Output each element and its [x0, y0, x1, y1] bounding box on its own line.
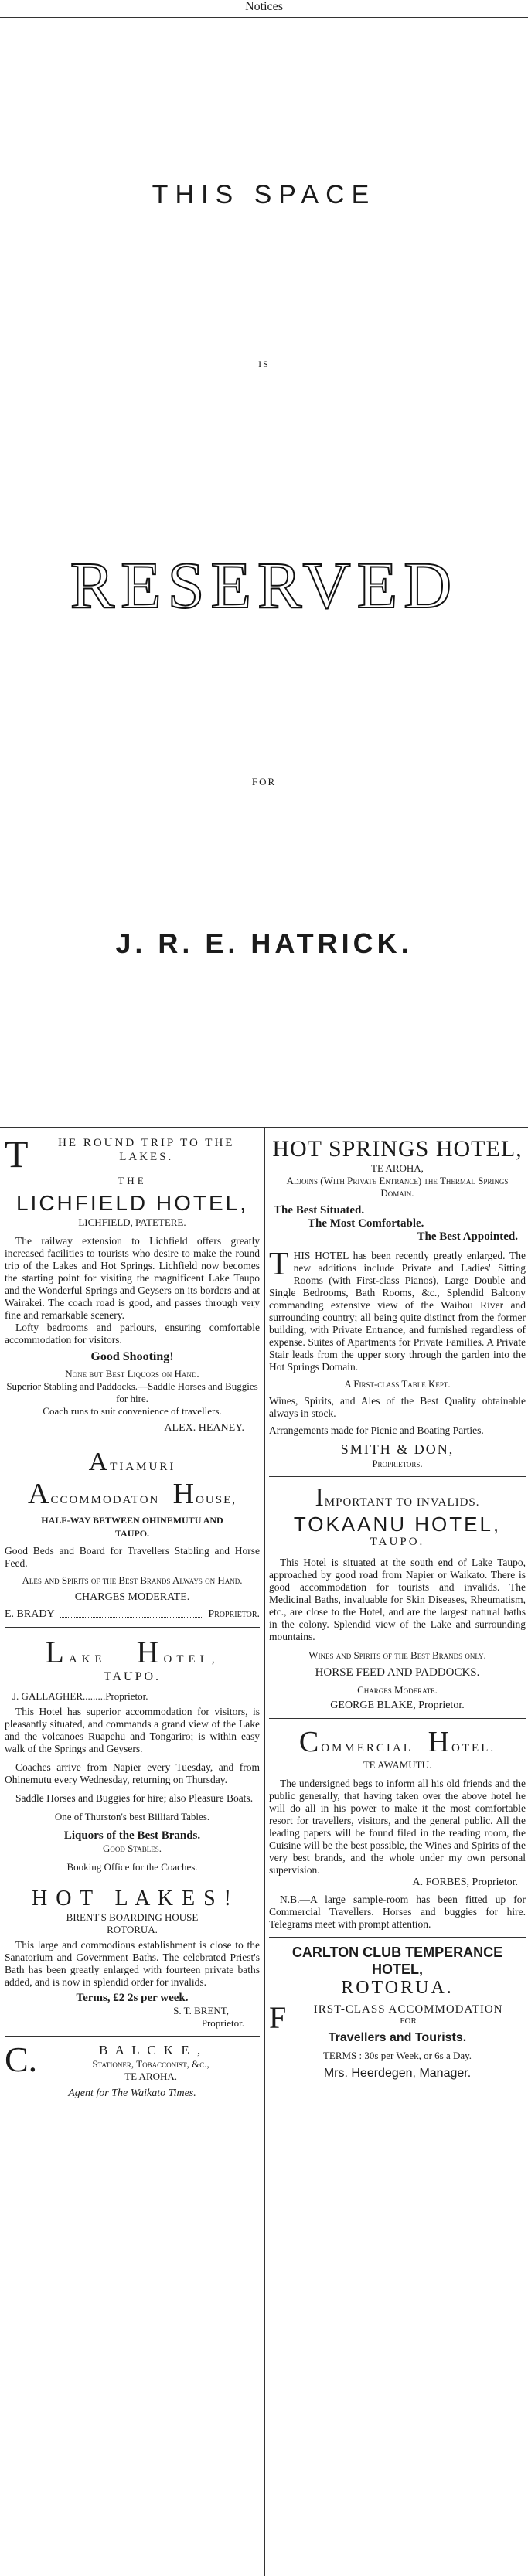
dropcap: H [428, 1726, 452, 1758]
dropcap: H [136, 1635, 164, 1669]
ad-shooting: Good Shooting! [90, 1350, 174, 1363]
ad-liquors: None but Best Liquors on Hand. [65, 1368, 199, 1380]
ad-proprietor: J. GALLAGHER.........Proprietor. [12, 1690, 148, 1702]
ad-balcke [5, 2043, 260, 2100]
hotel-name: CARLTON CLUB TEMPERANCE HOTEL, [291, 1945, 503, 1977]
ad-coaches: Coaches arrive from Napier every Tuesday, and from Ohinemutu every Wednesday, returning on Thursday. [5, 1761, 260, 1785]
ad-prop-name: E. BRADY [5, 1608, 55, 1620]
ad-line: Stationer, Tobacconist, &c., [92, 2058, 209, 2070]
ads-top-rule [0, 1127, 528, 1128]
ad-stables: Good Stables. [103, 1843, 162, 1854]
ad-prop-name: S. T. BRENT, [173, 2005, 229, 2016]
ad-title [269, 1725, 526, 1759]
ad-title-a [5, 1448, 260, 1477]
ad-title-text: MPORTANT TO INVALIDS. [324, 1496, 480, 1509]
ad-first: IRST-CLASS ACCOMMODATION [313, 2003, 503, 2016]
ad-atiamuri [5, 1448, 260, 1621]
ad-best-3: The Best Appointed. [417, 1230, 518, 1243]
ad-agent: Agent for The Waikato Times. [68, 2088, 196, 2099]
ad-booking: Booking Office for the Coaches. [66, 1861, 198, 1873]
ad-ales: Ales and Spirits of the Best Brands Always on Hand. [22, 1574, 243, 1586]
ad-body: The undersigned begs to inform all his old friends and the public generally, that having taken over the above hotel he will do all in his power to make it the most comfortable resort for travellers, visitors, and the general public. All the leading papers will be found filed in the reading room, the Cuisine will be the best possible, the Wines and Spirits of the very best brands, and the whole under my own personal supervision. [269, 1778, 526, 1876]
dropcap: T [5, 1136, 29, 1170]
reserved-line-4: FOR [251, 776, 277, 788]
ad-title [5, 1634, 260, 1670]
ad-body: HIS HOTEL has been recently greatly enlarged. The new additions include Private and Ladies' Sitting Rooms (with First-class Pianos), Large Double and Single Bedrooms, Bath Rooms, &c., Splendid Balcony commanding extensive view of the Waihou River and surrounding country; all being quite distinct from the former building, with Private Entrance, and furnished regardless of expense. Suites of Apartments for Private Families. A Private Stair leads from the upper story through the garden into the Hot Springs Domain. [269, 1250, 526, 1373]
ad-carlton-club [269, 1944, 526, 2081]
hotel-place: TE AROHA, [371, 1162, 424, 1174]
ad-place: TE AROHA. [124, 2071, 178, 2082]
hotel-place: ROTORUA. [341, 1978, 454, 1998]
ad-stabling: Superior Stabling and Paddocks.—Saddle Horses and Buggies for hire. [6, 1380, 258, 1404]
ad-hot-lakes [5, 1887, 260, 2030]
dropcap: C [298, 1726, 322, 1758]
ad-for: FOR [400, 2016, 417, 2026]
ad-title [269, 1483, 526, 1513]
ad-manager: Mrs. Heerdegen, Manager. [323, 2067, 472, 2080]
dropcap: F [269, 2003, 287, 2031]
ad-wines: Wines, Spirits, and Ales of the Best Quality obtainable always in stock. [269, 1395, 526, 1419]
ad-horse: HORSE FEED AND PADDOCKS. [315, 1666, 480, 1679]
ad-charges: CHARGES MODERATE. [74, 1591, 190, 1603]
ad-divider [269, 1476, 526, 1477]
ad-proprietor: ALEX. HEANEY. [164, 1422, 244, 1434]
hotel-place: TAUPO. [370, 1536, 425, 1548]
left-column [5, 1136, 260, 2106]
dropcap: H [172, 1478, 196, 1510]
dropcap: A [28, 1478, 51, 1510]
ad-proprietor: GEORGE BLAKE, Proprietor. [330, 1700, 465, 1711]
reserved-line-1: THIS SPACE [152, 180, 376, 209]
ad-intro: HE ROUND TRIP TO THE LAKES. [58, 1137, 235, 1163]
hotel-name: TOKAANU HOTEL, [293, 1513, 502, 1536]
ad-divider [269, 1937, 526, 1938]
ad-coach: Coach runs to suit convenience of travellers. [43, 1405, 222, 1417]
ad-props-title: Proprietors. [372, 1458, 423, 1469]
hotel-name: HOT SPRINGS HOTEL, [272, 1136, 523, 1162]
ad-body: This Hotel has superior accommodation for visitors, is pleasantly situated, and commands a grand view of the Lake and the volcanoes Ruapehu and Tongariro; is within easy walk of the Springs and Geysers. [5, 1706, 260, 1754]
ad-charges: Charges Moderate. [357, 1684, 438, 1696]
ad-nb: N.B.—A large sample-room has been fitted up for Commercial Travellers. Horses and buggies for hire. Telegrams meet with prompt attention. [269, 1894, 526, 1930]
reserved-line-3: RESERVED [70, 548, 458, 622]
ad-best-1: The Best Situated. [274, 1204, 365, 1217]
dropcap: I [315, 1483, 325, 1512]
ad-title-b: OTEL. [451, 1742, 496, 1754]
right-column [269, 1136, 526, 2087]
ad-prop-title: Proprietor. [201, 2017, 244, 2029]
ad-divider [5, 1627, 260, 1628]
ad-props: SMITH & DON, [340, 1441, 455, 1457]
ad-terms: TERMS : 30s per Week, or 6s a Day. [322, 2050, 472, 2061]
ad-title-c-text: OUSE, [196, 1494, 237, 1506]
ad-title-b: OTEL, [163, 1653, 220, 1666]
ad-best-2: The Most Comfortable. [308, 1217, 424, 1230]
ad-prop-title: Proprietor. [208, 1608, 260, 1620]
dropcap: T [269, 1247, 289, 1282]
hotel-place: LICHFIELD, PATETERE. [78, 1217, 186, 1228]
ad-tokaanu-hotel [269, 1483, 526, 1712]
section-header: Notices [245, 0, 283, 13]
ad-wines: Wines and Spirits of the Best Brands only. [308, 1649, 486, 1661]
hotel-place: TE AWAMUTU. [363, 1759, 432, 1771]
ad-body: The railway extension to Lichfield offers greatly increased facilities to tourists who desire to make the round trip of the Lakes and Hot Springs. Lichfield now becomes the starting point for visiting the magnificent Lake Taupo and the Wonderful Springs and Geysers on its borders and at Wairakei. The coach road is good, and passes through very fine and remarkable scenery. [5, 1235, 260, 1321]
ad-title-b-text: CCOMMODATON [50, 1494, 160, 1506]
ad-lake-hotel [5, 1634, 260, 1873]
ad-proprietor: A. FORBES, Proprietor. [412, 1877, 518, 1888]
ad-picnic: Arrangements made for Picnic and Boating Parties. [269, 1424, 484, 1436]
ad-title-b [5, 1477, 260, 1511]
ad-commercial-hotel [269, 1725, 526, 1931]
ad-sub: HALF-WAY BETWEEN OHINEMUTU AND TAUPO. [41, 1515, 223, 1539]
ad-place: ROTORUA. [107, 1924, 158, 1935]
ad-the: THE [118, 1175, 147, 1186]
ad-title-a-text: TIAMURI [110, 1461, 176, 1473]
ad-lichfield-hotel [5, 1136, 260, 1434]
ad-saddle: Saddle Horses and Buggies for hire; also Pleasure Boats. [15, 1792, 254, 1804]
ad-billiard: One of Thurston's best Billiard Tables. [54, 1811, 210, 1822]
ad-title: H O T L A K E S ! [32, 1887, 233, 1911]
reserved-line-5: J. R. E. HATRICK. [115, 927, 413, 959]
dropcap: L [45, 1635, 69, 1669]
reserved-line-2: IS [258, 359, 270, 369]
hotel-place: TAUPO. [103, 1670, 162, 1683]
ad-table: A First-class Table Kept. [344, 1378, 451, 1390]
ad-liquors: Liquors of the Best Brands. [63, 1829, 201, 1842]
ad-beds: Good Beds and Board for Travellers Stabling and Horse Feed. [5, 1545, 260, 1569]
column-divider [264, 1128, 265, 2576]
ad-prop-row [5, 1608, 260, 1621]
ad-name: BRENT'S BOARDING HOUSE [66, 1911, 199, 1923]
ad-title-a: OMMERCIAL [321, 1742, 413, 1754]
ad-rooms: Lofty bedrooms and parlours, ensuring comfortable accommodation for visitors. [5, 1322, 260, 1346]
dropcap: C. [5, 2043, 38, 2079]
ad-name: B A L C K E , [98, 2043, 203, 2057]
ad-travellers: Travellers and Tourists. [328, 2031, 467, 2044]
ad-body: This large and commodious establishment is close to the Sanatorium and Government Baths. The celebrated Priest's Bath has been greatly enlarged with fourteen private baths added, and is now in splendid order for invalids. [5, 1939, 260, 1988]
ad-divider [269, 1718, 526, 1719]
header-rule [0, 17, 528, 18]
dropcap: A [88, 1448, 111, 1476]
ad-adjoins: Adjoins (With Private Entrance) the Thermal Springs Domain. [286, 1175, 509, 1199]
ad-hot-springs-hotel [269, 1136, 526, 1470]
ad-divider [5, 2036, 260, 2037]
ad-body: This Hotel is situated at the south end of Lake Taupo, approached by good road from Napier or Waikato. There is good accommodation for tourists and invalids. The Medicinal Baths, invaluable for Skin Diseases, Rheumatism, etc., are close to the Hotel, and are the largest natural baths in the colony. Splendid view of the Lake and surrounding mountains. [269, 1557, 526, 1642]
ad-terms: Terms, £2 2s per week. [76, 1992, 189, 2004]
hotel-name: LICHFIELD HOTEL, [15, 1191, 249, 1215]
ad-title-a: AKE [68, 1653, 107, 1666]
